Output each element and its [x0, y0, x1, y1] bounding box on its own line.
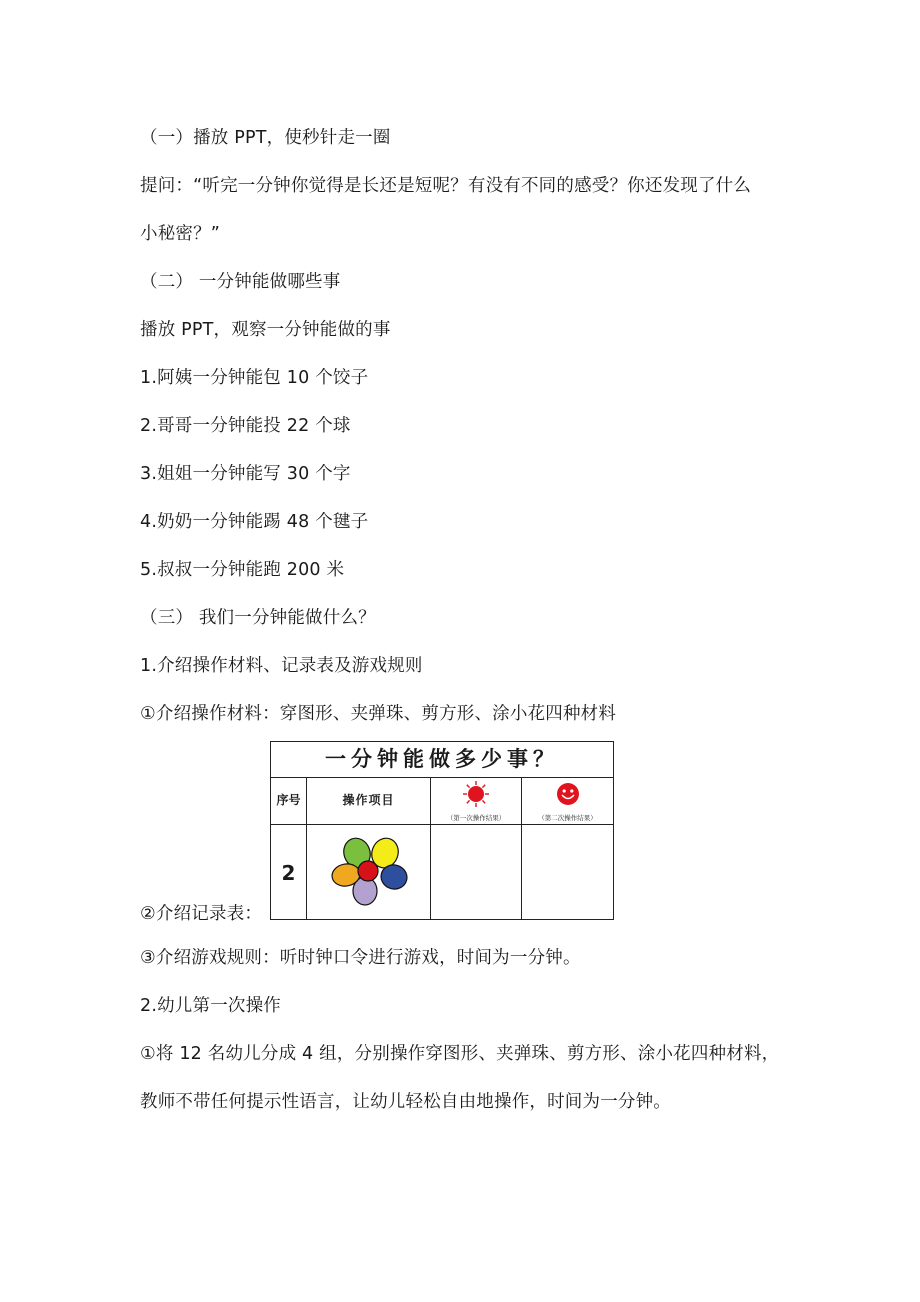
header-number-label: 序号	[276, 793, 301, 807]
question-line-2: 小秘密？”	[140, 224, 221, 244]
second-result-cell	[522, 825, 613, 919]
question-line-1: 提问：“听完一分钟你觉得是长还是短呢？有没有不同的感受？你还发现了什么	[140, 176, 752, 196]
rules-line: ③介绍游戏规则：听时钟口令进行游戏，时间为一分钟。	[140, 948, 581, 968]
row-number: 2	[281, 861, 296, 885]
table-row	[271, 825, 613, 919]
row-number-cell	[271, 825, 307, 919]
header-cell-second	[522, 778, 613, 824]
step1-title: 1.介绍操作材料、记录表及游戏规则	[140, 656, 423, 676]
operation-line-1: ①将 12 名幼儿分成 4 组，分别操作穿图形、夹弹珠、剪方形、涂小花四种材料，	[140, 1044, 780, 1064]
section1-heading: （一）播放 PPT，使秒针走一圈	[140, 128, 391, 148]
section2-heading: （二） 一分钟能做哪些事	[140, 272, 341, 292]
section2-intro: 播放 PPT，观察一分钟能做的事	[140, 320, 391, 340]
list-item: 1.阿姨一分钟能包 10 个饺子	[140, 368, 369, 388]
header-item-label: 操作项目	[342, 793, 395, 807]
first-result-cell	[431, 825, 522, 919]
list-item: 5.叔叔一分钟能跑 200 米	[140, 560, 345, 580]
table-header-row	[271, 778, 613, 825]
operation-line-2: 教师不带任何提示性语言，让幼儿轻松自由地操作，时间为一分钟。	[140, 1092, 671, 1112]
smiley-icon	[556, 782, 580, 806]
list-item: 3.姐姐一分钟能写 30 个字	[140, 464, 351, 484]
list-item: 4.奶奶一分钟能踢 48 个毽子	[140, 512, 369, 532]
first-result-caption: （第一次操作结果）	[446, 814, 506, 822]
table-title: 一分钟能做多少事？	[271, 742, 613, 778]
second-result-caption: （第二次操作结果）	[538, 814, 597, 822]
record-table-label: ②介绍记录表：	[140, 904, 263, 924]
header-cell-item	[307, 778, 431, 824]
flower-icon	[331, 835, 411, 909]
step2-title: 2.幼儿第一次操作	[140, 996, 281, 1016]
header-cell-number	[271, 778, 307, 824]
section3-heading: （三） 我们一分钟能做什么？	[140, 608, 376, 628]
record-table	[270, 741, 614, 920]
sun-icon	[462, 780, 490, 808]
row-item-cell	[307, 825, 431, 919]
list-item: 2.哥哥一分钟能投 22 个球	[140, 416, 351, 436]
materials-line: ①介绍操作材料：穿图形、夹弹珠、剪方形、涂小花四种材料	[140, 704, 617, 724]
header-cell-first	[431, 778, 522, 824]
